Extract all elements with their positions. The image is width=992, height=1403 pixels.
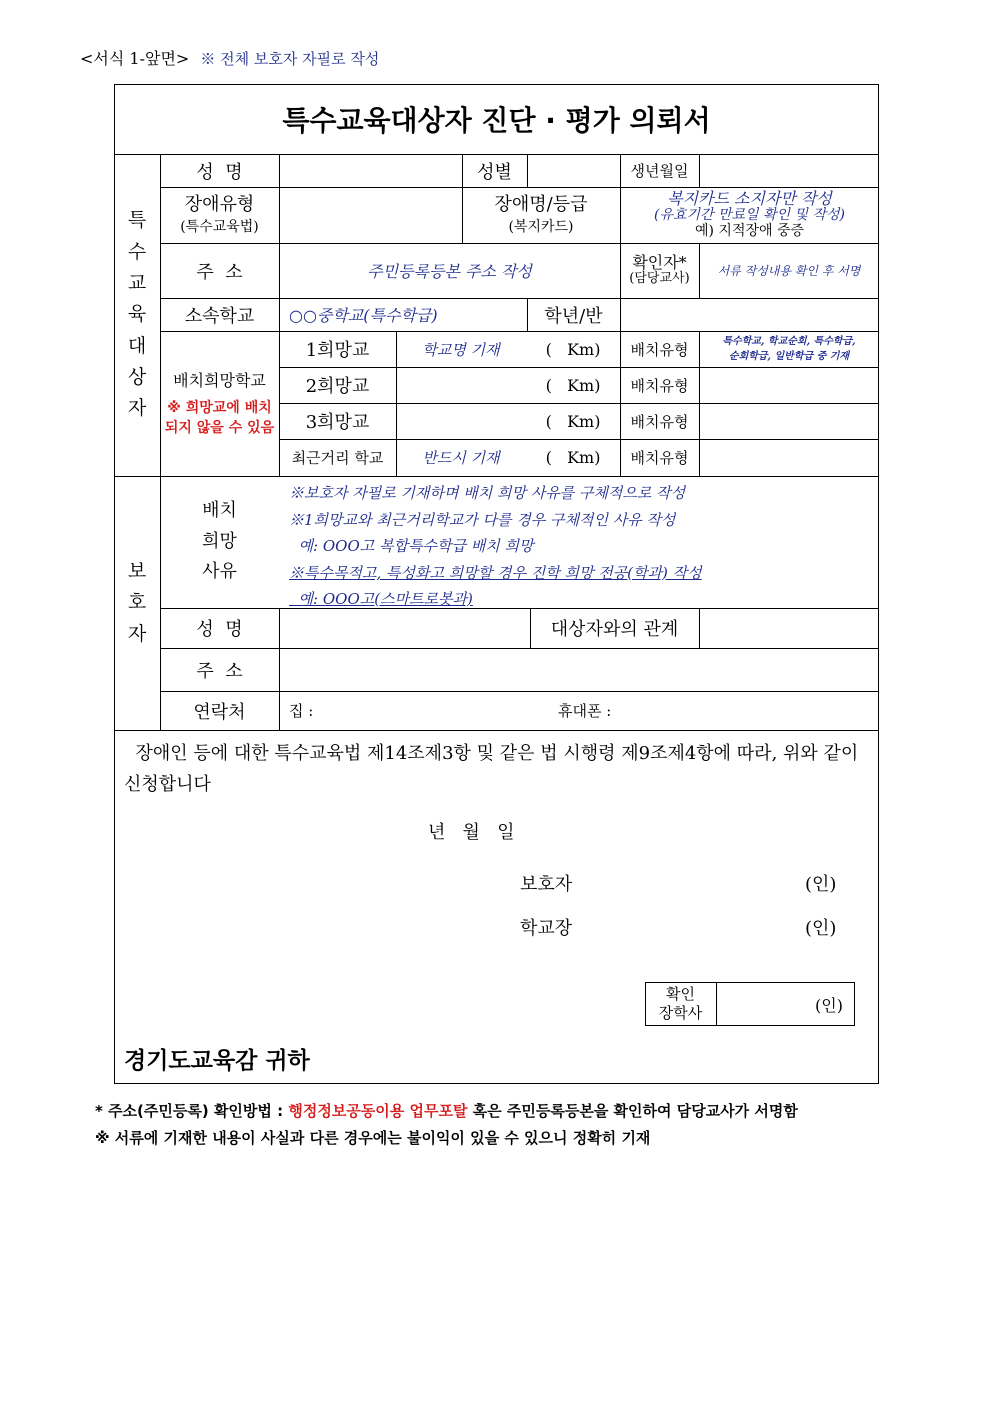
student-name-label: 성 명 (196, 161, 243, 183)
disability-grade-label: 장애명/등급 (복지카드) (494, 194, 588, 235)
nearest-school-label: 최근거리 학교 (291, 449, 384, 467)
mobile-phone-label: 휴대폰 : (558, 702, 612, 720)
confirmer-label: 확인자* (담당교사) (629, 252, 690, 287)
reason-line: ※1희망교와 최근거리학교가 다를 경우 구체적인 사유 작성 (289, 510, 676, 529)
principal-seal[interactable]: (인) (805, 918, 837, 939)
guardian-address-field[interactable] (279, 648, 879, 691)
choice-1-label: 1희망교 (305, 340, 370, 361)
relation-field[interactable] (699, 608, 879, 648)
footnote-address-check: * 주소(주민등록) 확인방법 : 행정정보공동이용 업무포탈 혹은 주민등록등본을 확인하여 담당교사가 서명함 (95, 1102, 798, 1120)
student-address-field[interactable]: 주민등록등본 주소 작성 (367, 262, 532, 281)
disability-type-label: 장애유형 (특수교육법) (180, 194, 259, 235)
choice-2-placement-field[interactable] (699, 367, 879, 403)
reason-line: ※특수목적고, 특성화고 희망할 경우 진학 희망 전공(학과) 작성 (289, 563, 702, 582)
choice-3-label: 3희망교 (305, 412, 370, 433)
form-label: <서식 1-앞면> (80, 49, 190, 68)
form-header (80, 46, 379, 69)
school-label: 소속학교 (184, 305, 255, 327)
guardian-section-label: 보 호 자 (127, 559, 147, 645)
placement-reason-field[interactable] (289, 480, 702, 613)
supervisor-label: 확인 장학사 (658, 985, 703, 1022)
guardian-name-label: 성 명 (196, 619, 243, 640)
guardian-seal[interactable]: (인) (805, 874, 837, 895)
guardian-address-label: 주 소 (196, 660, 243, 682)
disability-type-field[interactable] (279, 187, 462, 243)
student-address-label: 주 소 (196, 261, 243, 283)
date-line[interactable]: 년 월 일 (428, 822, 515, 843)
reason-line: 예: OOO고(스마트로봇과) (289, 590, 473, 608)
choice-3-distance[interactable]: ( Km) (545, 411, 601, 431)
choice-1-school-field[interactable]: 학교명 기재 (422, 340, 500, 359)
gender-field[interactable] (527, 154, 620, 187)
nearest-school-distance[interactable]: ( Km) (545, 448, 601, 467)
declaration-text: 장애인 등에 대한 특수교육법 제14조제3항 및 같은 법 시행령 제9조제4항에 따라, 위와 같이 신청합니다 (124, 743, 865, 795)
guardian-name-field[interactable] (279, 608, 530, 648)
handwriting-note: ※ 전체 보호자 자필로 작성 (200, 50, 380, 68)
student-section-label: 특 수 교 육 대 상 자 (127, 209, 147, 420)
birth-field[interactable] (699, 154, 879, 187)
reason-line: ※보호자 자필로 기재하며 배치 희망 사유를 구체적으로 작성 (289, 484, 686, 502)
choice-2-distance[interactable]: ( Km) (545, 375, 601, 395)
nearest-school-placement-label: 배치유형 (630, 449, 689, 467)
nearest-school-field[interactable]: 반드시 기재 (422, 449, 500, 467)
nearest-school-placement-field[interactable] (699, 439, 879, 476)
home-phone-field[interactable] (330, 691, 550, 730)
school-field[interactable]: ○○중학교(특수학급) (289, 306, 438, 325)
relation-label: 대상자와의 관계 (550, 619, 679, 640)
welfare-card-field[interactable]: 복지카드 소지자만 작성 (유효기간 만료일 확인 및 작성) 예) 지적장애 중증 (653, 189, 845, 239)
addressee: 경기도교육감 귀하 (124, 1047, 310, 1074)
placement-reason-label: 배치 희망 사유 (202, 500, 237, 583)
home-phone-label: 집 : (289, 702, 314, 720)
gender-label: 성별 (477, 161, 512, 183)
choice-3-placement-field[interactable] (699, 403, 879, 439)
student-name-field[interactable] (279, 154, 462, 187)
choice-2-placement-label: 배치유형 (630, 376, 689, 395)
principal-sign-label: 학교장 (520, 918, 573, 939)
choice-1-placement-label: 배치유형 (630, 340, 689, 359)
choice-1-placement-field[interactable]: 특수학교, 학교순회, 특수학급, 순회학급, 일반학급 중 기재 (722, 336, 856, 362)
confirmer-signature-field[interactable]: 서류 작성내용 확인 후 서명 (717, 264, 861, 278)
grade-field[interactable] (620, 298, 879, 331)
form-title: 특수교육대상자 진단 · 평가 의뢰서 (282, 104, 711, 137)
choice-2-school-field[interactable] (396, 367, 526, 403)
choice-1-distance[interactable]: ( Km) (545, 339, 601, 359)
choice-2-label: 2희망교 (305, 376, 370, 397)
grade-label: 학년/반 (544, 305, 603, 327)
mobile-phone-field[interactable] (640, 691, 870, 730)
contact-label: 연락처 (193, 701, 246, 723)
footnote-warning: ※ 서류에 기재한 내용이 사실과 다른 경우에는 불이익이 있을 수 있으니 정확히 기재 (95, 1129, 651, 1147)
choice-3-placement-label: 배치유형 (630, 412, 689, 431)
choice-3-school-field[interactable] (396, 403, 526, 439)
birth-label: 생년월일 (630, 162, 689, 180)
reason-line: 예: OOO고 복합특수학급 배치 희망 (289, 537, 534, 555)
supervisor-seal[interactable]: (인) (815, 995, 843, 1015)
desired-school-label: 배치희망학교 ※ 희망교에 배치 되지 않을 수 있음 (164, 371, 275, 436)
guardian-sign-label: 보호자 (520, 874, 573, 895)
